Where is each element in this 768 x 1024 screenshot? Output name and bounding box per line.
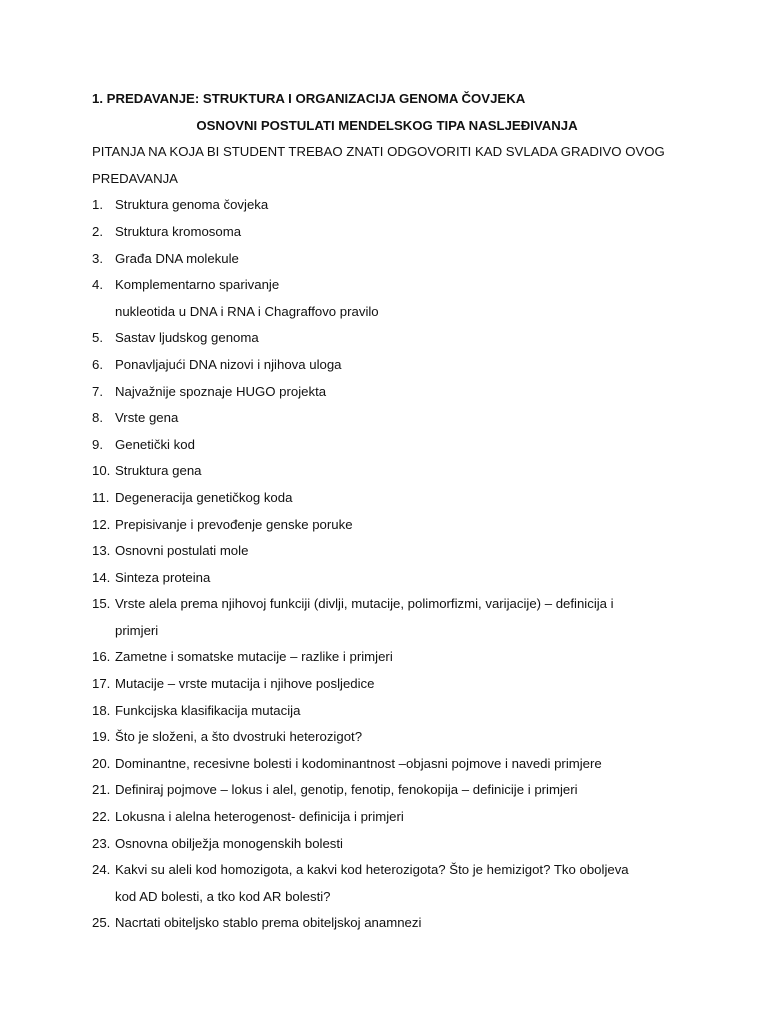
- list-item: [92, 192, 692, 219]
- list-item: [92, 405, 692, 432]
- list-item-number: 21.: [92, 782, 111, 798]
- list-item-number: 1.: [92, 197, 103, 213]
- list-item: [92, 671, 692, 698]
- list-item-number: 24.: [92, 862, 111, 878]
- intro-text-line-1: PITANJA NA KOJA BI STUDENT TREBAO ZNATI ODGOVORITI KAD SVLADA GRADIVO OVOG: [92, 144, 665, 160]
- list-item-number: 12.: [92, 516, 111, 532]
- list-item: [92, 219, 692, 246]
- list-item-text: Struktura gena: [115, 463, 202, 479]
- list-item-number: 4.: [92, 277, 103, 293]
- document-title: 1. PREDAVANJE: STRUKTURA I ORGANIZACIJA GENOMA ČOVJEKA: [92, 91, 526, 106]
- list-item-text: Vrste alela prema njihovoj funkciji (divlji, mutacije, polimorfizmi, varijacije) – definicija i: [115, 596, 614, 612]
- list-item: [92, 246, 692, 273]
- list-item-number: 16.: [92, 649, 111, 665]
- list-item-text: Funkcijska klasifikacija mutacija: [115, 702, 301, 718]
- list-item-continuation: [92, 618, 692, 645]
- list-item: [92, 379, 692, 406]
- list-item-number: 25.: [92, 915, 111, 931]
- list-item-number: 11.: [92, 489, 110, 505]
- list-item-text: Struktura kromosoma: [115, 223, 242, 239]
- list-item-number: 17.: [92, 676, 111, 692]
- list-item: [92, 432, 692, 459]
- list-item-text: Vrste gena: [115, 410, 179, 426]
- list-item: [92, 591, 692, 618]
- list-item-number: [92, 884, 115, 911]
- list-item-number: 13.: [92, 543, 111, 559]
- list-item-text: Građa DNA molekule: [115, 250, 239, 266]
- list-item: [92, 777, 692, 804]
- list-item-number: 18.: [92, 702, 111, 718]
- list-item-text: Lokusna i alelna heterogenost- definicija i primjeri: [115, 809, 404, 825]
- list-item: [92, 724, 692, 751]
- question-list: [92, 192, 692, 937]
- list-item-number: 7.: [92, 383, 103, 399]
- list-item: [92, 352, 692, 379]
- document-content: [92, 86, 692, 937]
- list-item-number: 6.: [92, 356, 103, 372]
- list-item: [92, 751, 692, 778]
- list-item-text: nukleotida u DNA i RNA i Chagraffovo pravilo: [115, 303, 379, 319]
- list-item-text: Komplementarno sparivanje: [115, 277, 280, 293]
- list-item-text: Struktura genoma čovjeka: [115, 197, 269, 213]
- list-item-number: 10.: [92, 463, 111, 479]
- list-item-text: Mutacije – vrste mutacija i njihove posljedice: [115, 676, 375, 692]
- list-item: [92, 698, 692, 725]
- list-item-text: Osnovni postulati mole: [115, 543, 249, 559]
- list-item-continuation: [92, 299, 692, 326]
- list-item-text: Definiraj pojmove – lokus i alel, genotip, fenotip, fenokopija – definicije i primjeri: [115, 782, 578, 798]
- list-item-text: Kakvi su aleli kod homozigota, a kakvi kod heterozigota? Što je hemizigot? Tko oboljeva: [115, 862, 629, 878]
- list-item-number: 19.: [92, 729, 111, 745]
- list-item-text: Prepisivanje i prevođenje genske poruke: [115, 516, 353, 532]
- list-item: [92, 538, 692, 565]
- list-item-number: 5.: [92, 330, 103, 346]
- list-item-number: 22.: [92, 809, 111, 825]
- list-item-number: 20.: [92, 755, 111, 771]
- list-item-text: Sinteza proteina: [115, 569, 211, 585]
- list-item: [92, 458, 692, 485]
- list-item: [92, 272, 692, 299]
- list-item-number: 3.: [92, 250, 103, 266]
- document-subtitle: OSNOVNI POSTULATI MENDELSKOG TIPA NASLJEĐIVANJA: [196, 117, 578, 133]
- list-item-text: Degeneracija genetičkog koda: [115, 489, 293, 505]
- list-item-continuation: [92, 884, 692, 911]
- list-item: [92, 857, 692, 884]
- list-item: [92, 804, 692, 831]
- list-item-text: Genetički kod: [115, 436, 195, 452]
- intro-text-line-2: PREDAVANJA: [92, 170, 178, 186]
- list-item-number: 9.: [92, 436, 103, 452]
- list-item-number: 2.: [92, 223, 103, 239]
- list-item-number: 14.: [92, 569, 111, 585]
- list-item: [92, 485, 692, 512]
- list-item-text: Što je složeni, a što dvostruki heterozigot?: [115, 729, 363, 745]
- list-item: [92, 325, 692, 352]
- list-item-number: [92, 299, 115, 326]
- list-item-number: [92, 618, 115, 645]
- list-item-text: Zametne i somatske mutacije – razlike i primjeri: [115, 649, 393, 665]
- list-item-text: Najvažnije spoznaje HUGO projekta: [115, 383, 327, 399]
- list-item: [92, 565, 692, 592]
- list-item-text: kod AD bolesti, a tko kod AR bolesti?: [115, 888, 331, 904]
- list-item-text: Osnovna obilježja monogenskih bolesti: [115, 835, 343, 851]
- list-item: [92, 831, 692, 858]
- list-item-number: 8.: [92, 410, 103, 426]
- list-item-text: Nacrtati obiteljsko stablo prema obiteljskoj anamnezi: [115, 915, 422, 931]
- list-item: [92, 910, 692, 937]
- list-item-number: 23.: [92, 835, 111, 851]
- list-item-text: Dominantne, recesivne bolesti i kodominantnost –objasni pojmove i navedi primjere: [115, 755, 602, 771]
- list-item-text: Sastav ljudskog genoma: [115, 330, 259, 346]
- list-item-text: primjeri: [115, 622, 159, 638]
- list-item-text: Ponavljajući DNA nizovi i njihova uloga: [115, 356, 342, 372]
- list-item: [92, 644, 692, 671]
- list-item-number: 15.: [92, 596, 111, 612]
- list-item: [92, 512, 692, 539]
